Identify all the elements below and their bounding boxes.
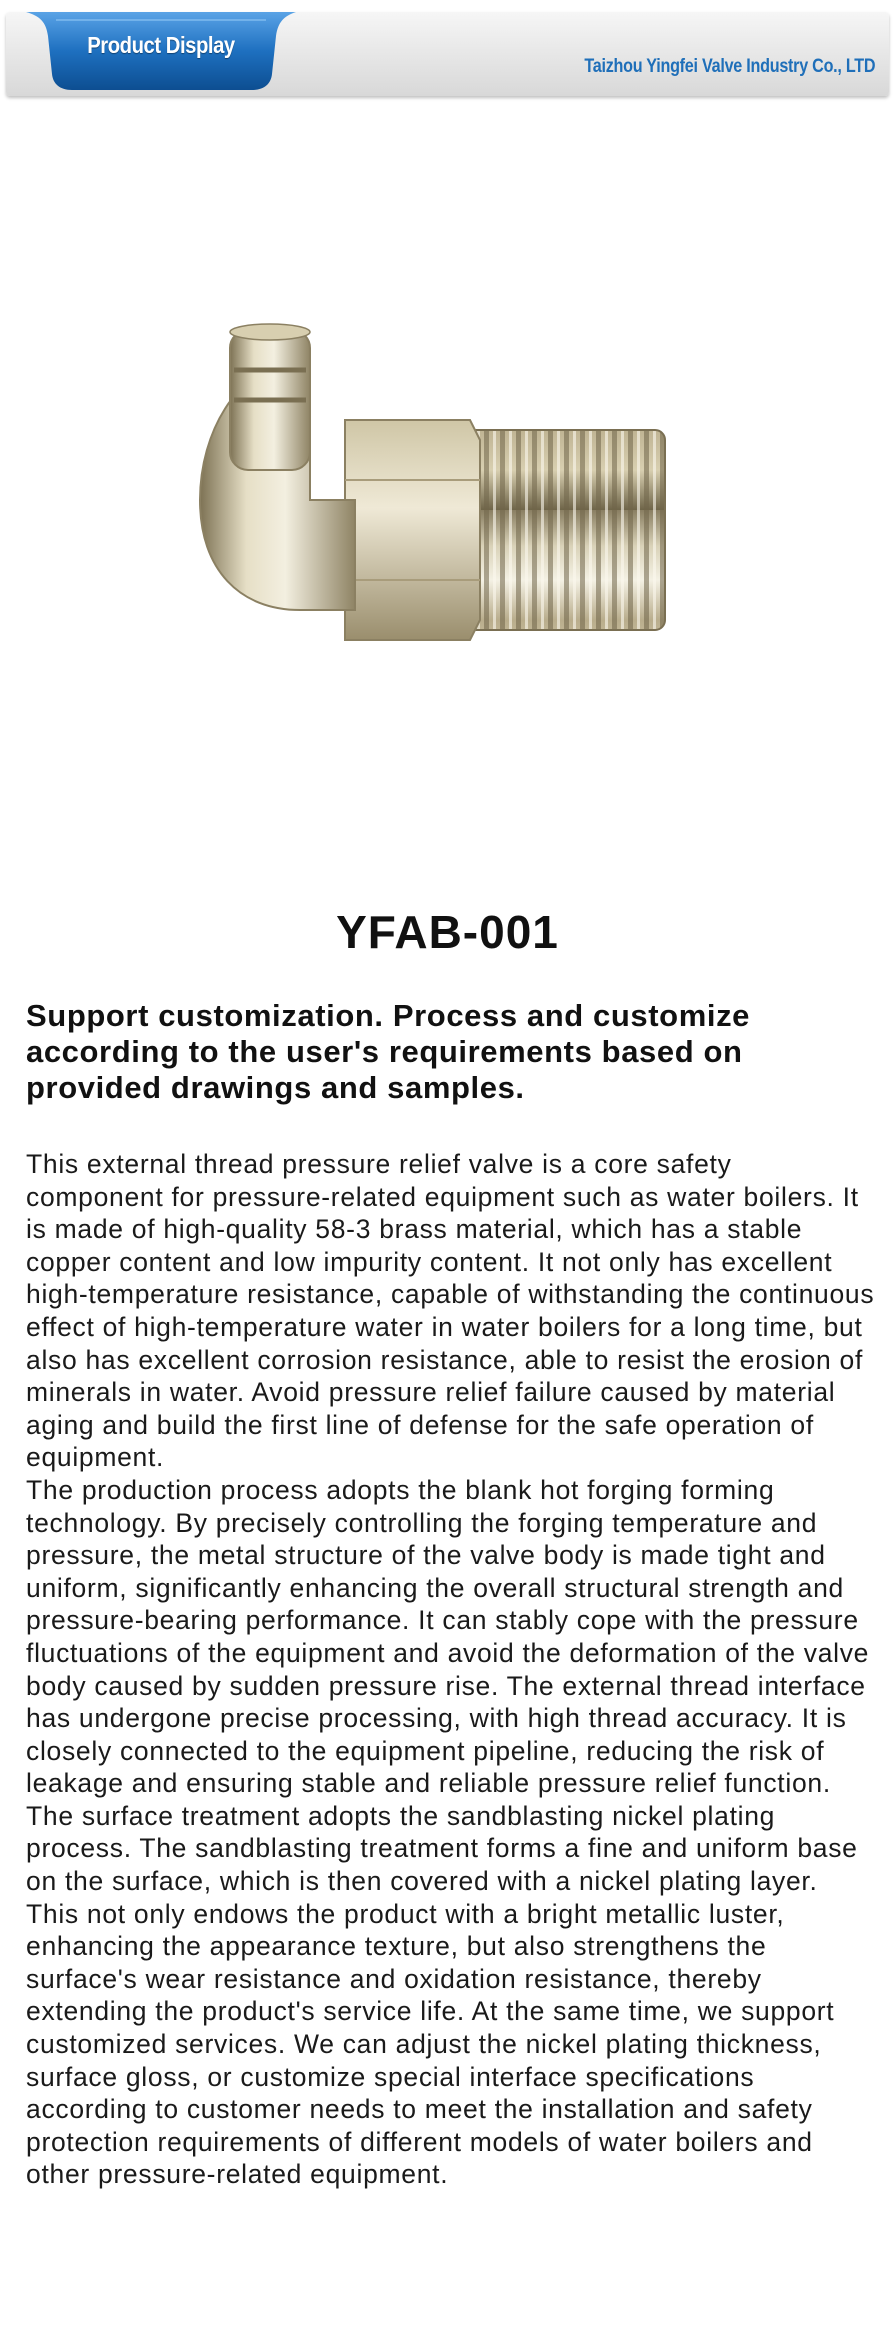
customization-tagline: Support customization. Process and customize according to the user's requirements based on provided drawings and samples. [26, 998, 751, 1105]
product-description [26, 1148, 876, 2191]
description-paragraph: The surface treatment adopts the sandblasting nickel plating process. The sandblasting treatment forms a fine and uniform base on the surface, which is then covered with a nickel plating layer. This not only endows the product with a bright metallic luster, enhancing the appearance texture, but also strengthens the surface's wear resistance and oxidation resistance, thereby extending the product's service life. At the same time, we support customized services. We can adjust the nickel plating thickness, surface gloss, or customize special interface specifications according to customer needs to meet the installation and safety protection requirements of different models of water boilers and other pressure-related equipment. [26, 1800, 858, 2190]
description-paragraph: The production process adopts the blank hot forging forming technology. By precisely controlling the forging temperature and pressure, the metal structure of the valve body is made tight and uniform, significantly enhancing the overall structural strength and pressure-bearing performance. It can stably cope with the pressure fluctuations of the equipment and avoid the deformation of the valve body caused by sudden pressure rise. The external thread interface has undergone precise processing, with high thread accuracy. It is closely connected to the equipment pipeline, reducing the risk of leakage and ensuring stable and reliable pressure relief function. [26, 1474, 870, 1799]
brass-elbow-fitting-image [180, 310, 700, 730]
tab-label: Product Display [87, 32, 235, 58]
company-name: Taizhou Yingfei Valve Industry Co., LTD [584, 56, 875, 77]
product-model: YFAB-001 [336, 906, 559, 958]
header-bar [6, 12, 889, 96]
product-display-tab[interactable] [26, 12, 296, 90]
description-paragraph: This external thread pressure relief valve is a core safety component for pressure-related equipment such as water boilers. It is made of high-quality 58-3 brass material, which has a stable copper content and low impurity content. It not only has excellent high-temperature resistance, capable of withstanding the continuous effect of high-temperature water in water boilers for a long time, but also has excellent corrosion resistance, able to resist the erosion of minerals in water. Avoid pressure relief failure caused by material aging and build the first line of defense for the safe operation of equipment. [26, 1149, 875, 1473]
